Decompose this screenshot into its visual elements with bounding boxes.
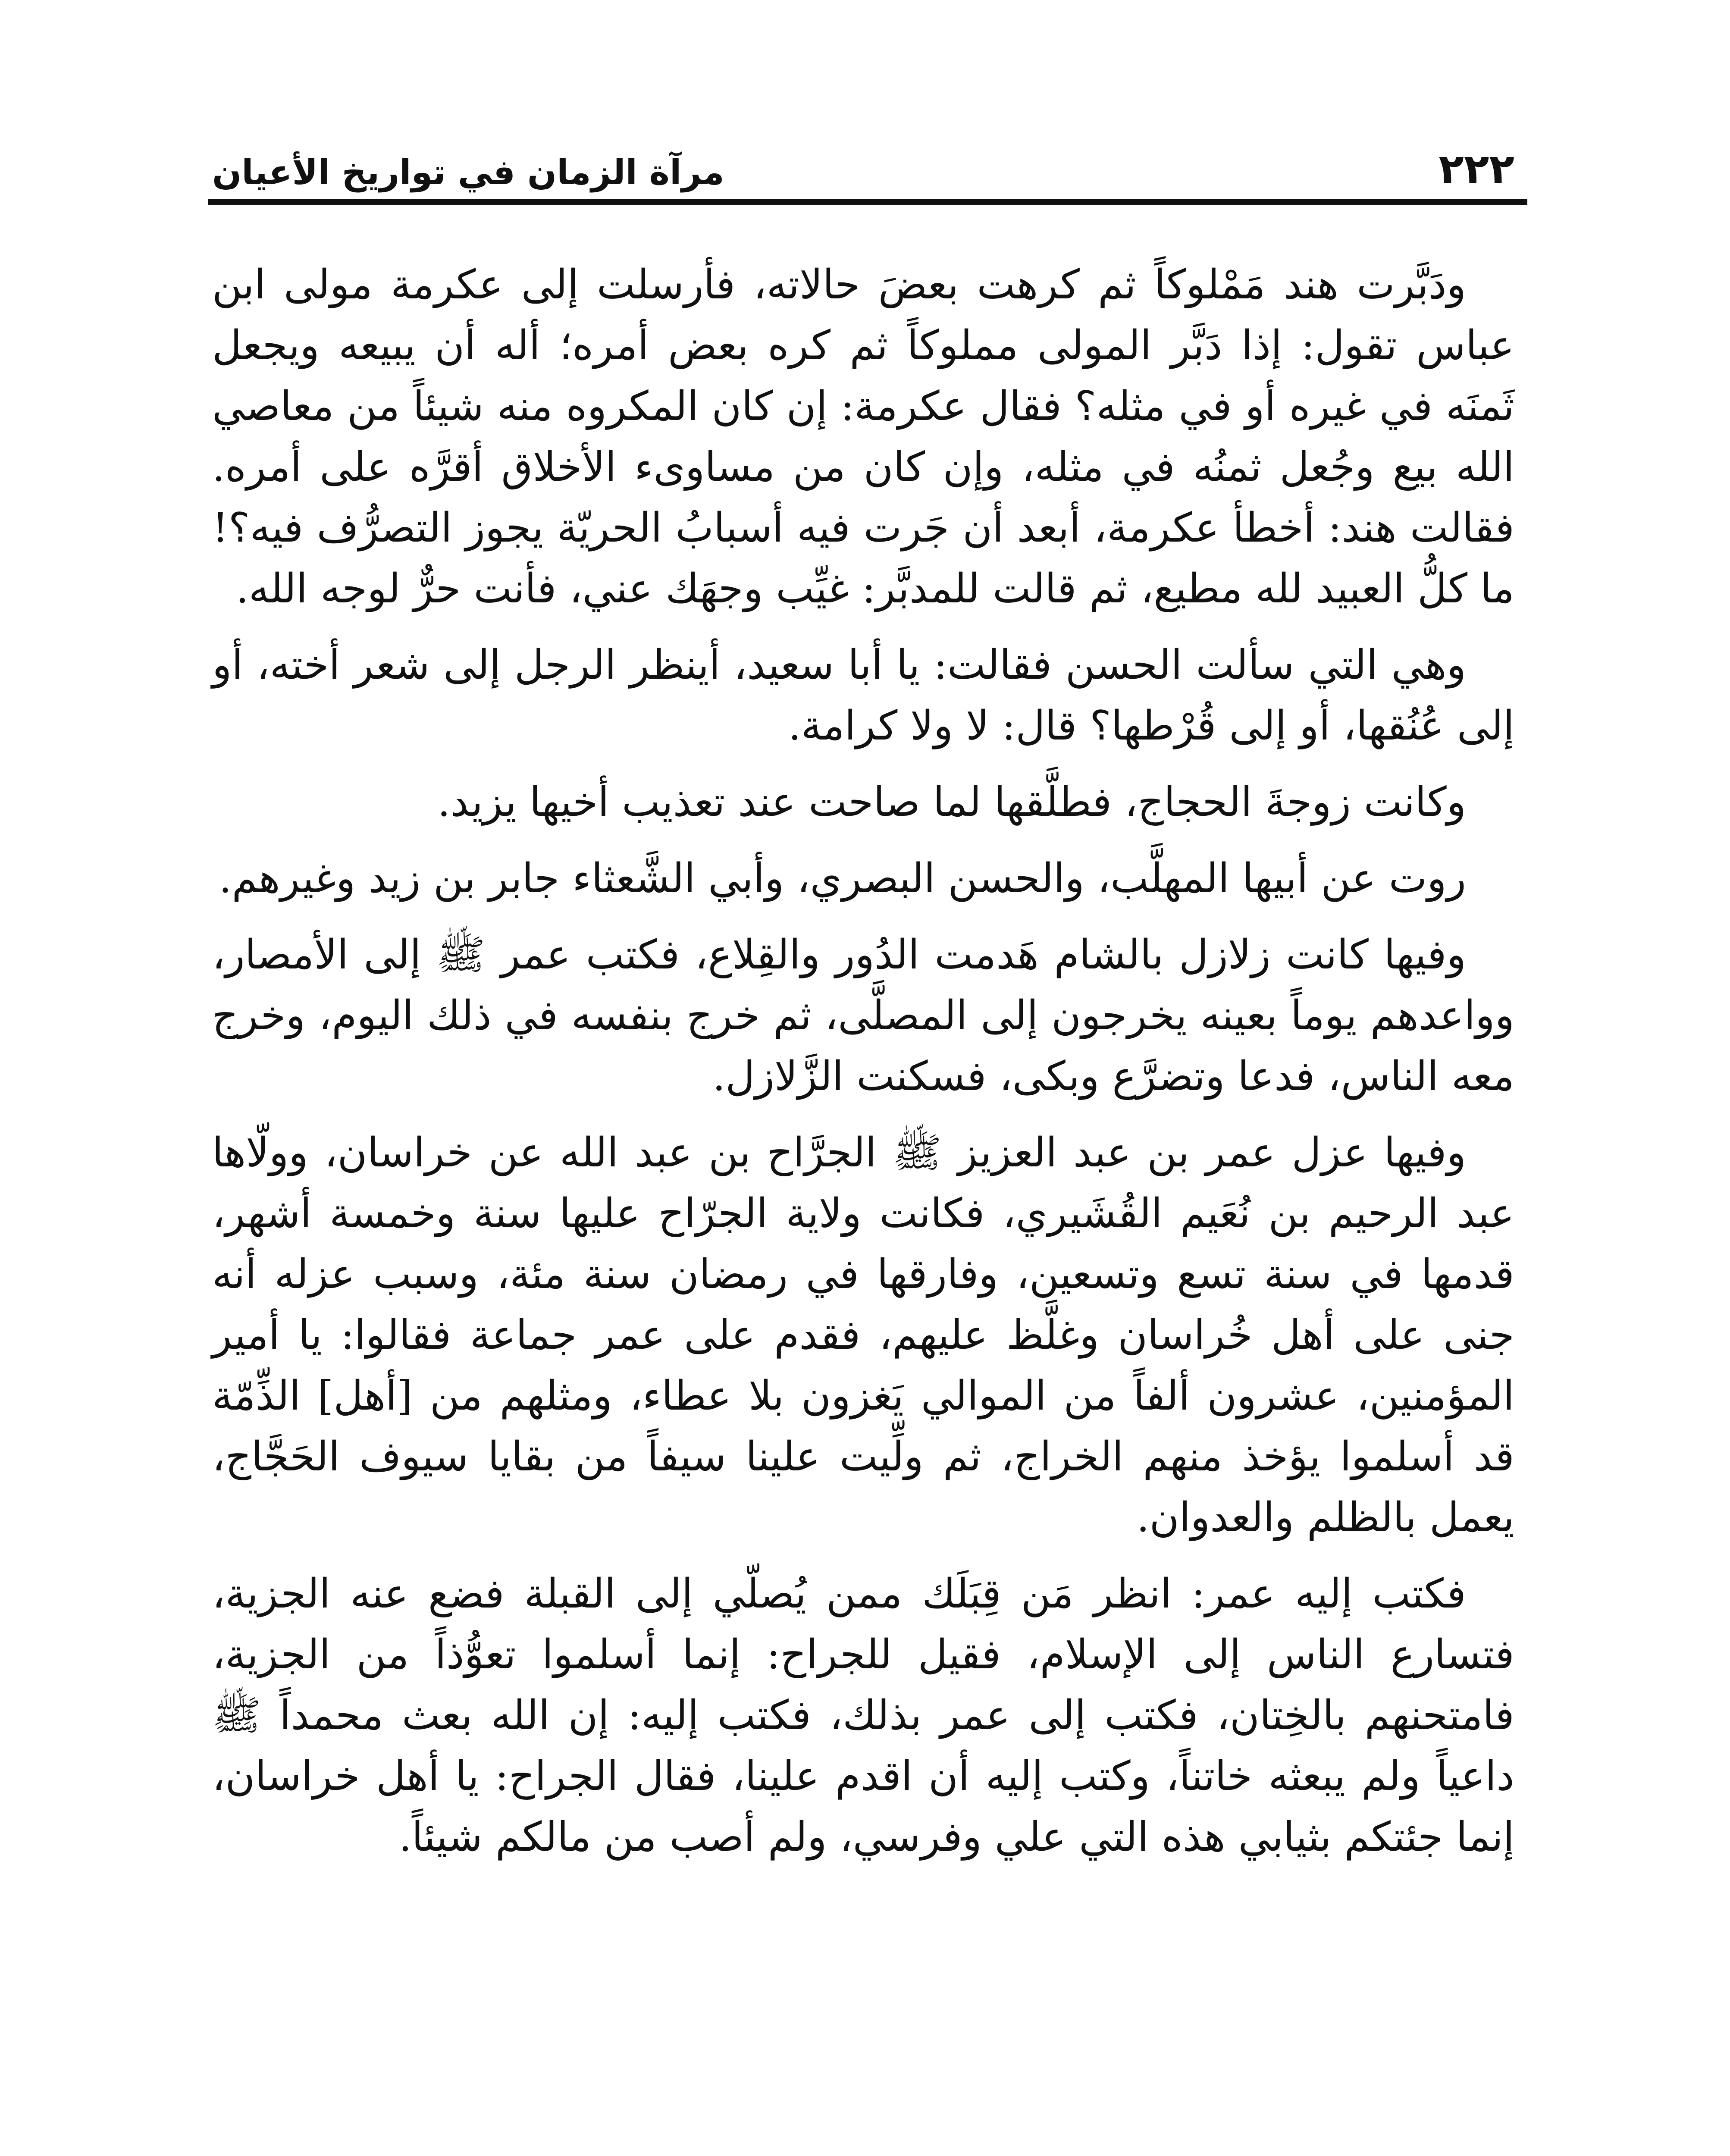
header-divider — [208, 199, 1527, 205]
body-text — [212, 254, 1514, 1883]
paragraph-question-to-hasan: وهي التي سألت الحسن فقالت: يا أبا سعيد، أينظر الرجل إلى شعر أخته، أو إلى عُنُقها، أو إلى قُرْطها؟ قال: لا ولا كرامة. — [212, 642, 1514, 749]
page-header — [212, 129, 1514, 193]
paragraph-earthquakes: وفيها كانت زلازل بالشام هَدمت الدُور والقِلاع، فكتب عمر ﷺ إلى الأمصار، وواعدهم يوماً بعينه يخرجون إلى المصلَّى، ثم خرج بنفسه في ذلك اليوم، وخرج معه الناس، فدعا وتضرَّع وبكى، فسكنت الزَّلازل. — [212, 931, 1514, 1100]
paragraph-dismissal-of-jarrah: وفيها عزل عمر بن عبد العزيز ﷺ الجرَّاح بن عبد الله عن خراسان، وولّاها عبد الرحيم بن نُعَيم القُشَيري، فكانت ولاية الجرّاح عليها سنة وخمسة أشهر، قدمها في سنة تسع وتسعين، وفارقها في رمضان سنة مئة، وسبب عزله أنه جنى على أهل خُراسان وغلَّظ عليهم، فقدم على عمر جماعة فقالوا: يا أمير المؤمنين، عشرون ألفاً من الموالي يَغزون بلا عطاء، ومثلهم من [أهل] الذِّمّة قد أسلموا يؤخذ منهم الخراج، ثم ولِّيت علينا سيفاً من بقايا سيوف الحَجَّاج، يعمل بالظلم والعدوان. — [212, 1129, 1514, 1541]
running-title: مرآة الزمان في تواريخ الأعيان — [212, 152, 724, 192]
paragraph-wife-of-hajjaj: وكانت زوجةَ الحجاج، فطلَّقها لما صاحت عند تعذيب أخيها يزيد. — [437, 779, 1466, 826]
paragraph-hind-mudabbar: ودَبَّرت هند مَمْلوكاً ثم كرهت بعضَ حالاته، فأرسلت إلى عكرمة مولى ابن عباس تقول: إذا دَبَّر المولى مملوكاً ثم كره بعض أمره؛ أله أن يبيعه ويجعل ثَمنَه في غيره أو في مثله؟ فقال عكرمة: إن كان المكروه منه شيئاً من معاصي الله بيع وجُعل ثمنُه في مثله، وإن كان من مساوىء الأخلاق أقرَّه على أمره. فقالت هند: أخطأ عكرمة، أبعد أن جَرت فيه أسبابُ الحريّة يجوز التصرُّف فيه؟! ما كلُّ العبيد لله مطيع، ثم قالت للمدبَّر: غيِّب وجهَك عني، فأنت حرٌّ لوجه الله. — [212, 261, 1514, 612]
paragraph-umar-letter: فكتب إليه عمر: انظر مَن قِبَلَك ممن يُصلّي إلى القبلة فضع عنه الجزية، فتسارع الناس إلى الإسلام، فقيل للجراح: إنما أسلموا تعوُّذاً من الجزية، فامتحنهم بالخِتان، فكتب إلى عمر بذلك، فكتب إليه: إن الله بعث محمداً ﷺ داعياً ولم يبعثه خاتناً، وكتب إليه أن اقدم علينا، فقال الجراح: يا أهل خراسان، إنما جئتكم بثيابي هذه التي علي وفرسي، ولم أصب من مالكم شيئاً. — [212, 1570, 1514, 1861]
page-number: ٢٢٢ — [1439, 145, 1514, 193]
paragraph-narrations: روت عن أبيها المهلَّب، والحسن البصري، وأبي الشَّعثاء جابر بن زيد وغيرهم. — [219, 855, 1466, 902]
